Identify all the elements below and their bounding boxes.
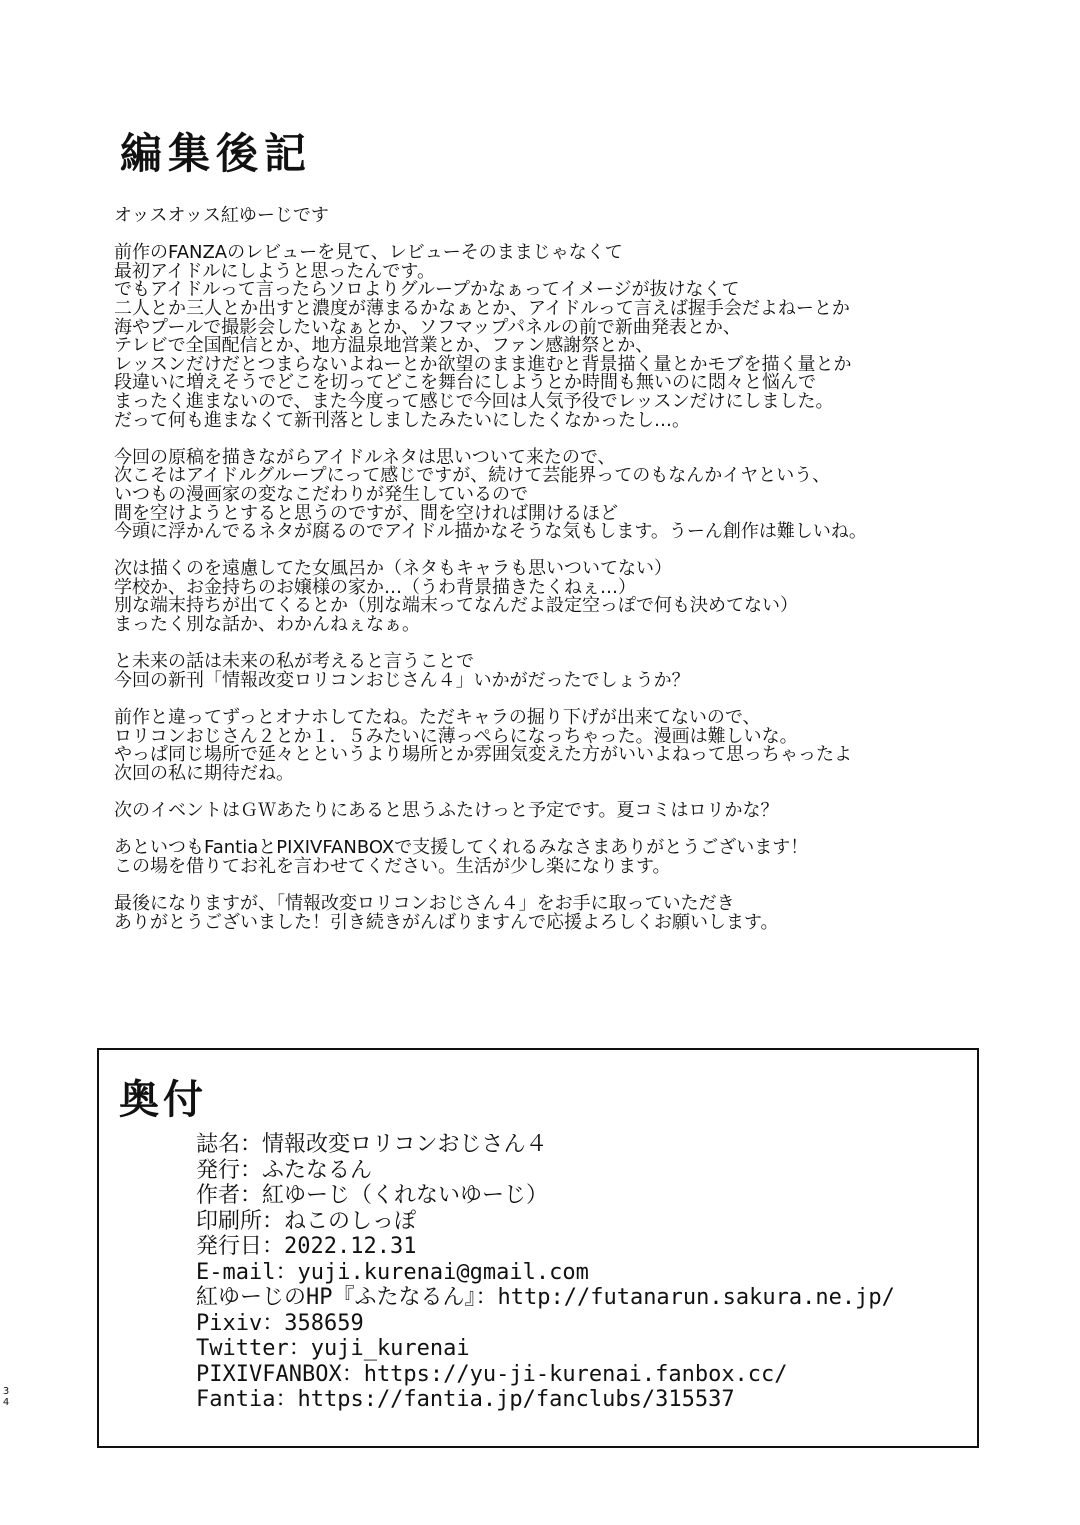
afterword-paragraph: [114, 560, 974, 634]
afterword-paragraph: [114, 839, 974, 876]
text-line: 今回の新刊「情報改変ロリコンおじさん４」いかがだったでしょうか？: [114, 669, 690, 691]
colophon-title: 奥付: [119, 1077, 207, 1123]
text-line: 今頭に浮かんでるネタが腐るのでアイドル描かなそうな気もします。うーん創作は難しいね。: [114, 521, 867, 543]
text-line: でもアイドルって言ったらソロよりグループかなぁってイメージが抜けなくて: [114, 279, 740, 301]
colophon-line-fanbox: PIXIVFANBOX：https://yu-ji-kurenai.fanbox.cc/: [196, 1361, 788, 1387]
text-line: 次のイベントはＧＷあたりにあると思うふたけっと予定です。夏コミはロリかな？: [114, 800, 779, 821]
text-line: 前作のFANZAのレビューを見て、レビューそのままじゃなくて: [114, 242, 623, 264]
text-line: まったく進まないので、また今度って感じで今回は人気予役でレッスンだけにしました。: [114, 390, 834, 412]
text-line: だって何も進まなくて新刊落としましたみたいにしたくなかったし…。: [114, 409, 690, 431]
text-line: 今回の原稿を描きながらアイドルネタは思いついて来たので、: [114, 446, 616, 468]
text-line: 二人とか三人とか出すと濃度が薄まるかなぁとか、アイドルって言えば握手会だよねーとか: [114, 297, 850, 319]
colophon-line-printer: 印刷所：ねこのしっぽ: [196, 1208, 417, 1234]
text-line: あといつもFantiaとPIXIVFANBOXで支援してくれるみなさまありがとうございます！: [114, 837, 809, 859]
text-line: テレビで全国配信とか、地方温泉地営業とか、ファン感謝祭とか、: [114, 335, 654, 357]
text-line: レッスンだけだとつまらないよねーとか欲望のまま進むと背景描く量とかモブを描く量とか: [114, 353, 852, 375]
text-line: 別な端末持ちが出てくるとか（別な端末ってなんだよ設定空っぽで何も決めてない）: [114, 595, 798, 617]
page-number: [2, 1386, 10, 1408]
page-number-digit: 3: [2, 1386, 10, 1397]
afterword-paragraph: [114, 709, 974, 783]
colophon-line-homepage: 紅ゆーじのHP『ふたなるん』：http://futanarun.sakura.ne.jp/: [196, 1285, 895, 1310]
page-number-digit: 4: [2, 1397, 10, 1408]
text-line: と未来の話は未来の私が考えると言うことで: [114, 651, 474, 673]
text-line: いつもの漫画家の変なこだわりが発生しているので: [114, 483, 528, 505]
text-line: 次回の私に期待だね。: [114, 762, 294, 784]
colophon-line-twitter: Twitter：yuji_kurenai: [196, 1336, 470, 1361]
text-line: 前作と違ってずっとオナホしてたね。ただキャラの掘り下げが出来てないので、: [114, 707, 761, 729]
afterword-paragraph: [114, 446, 974, 543]
afterword-title: 編集後記: [120, 129, 313, 178]
text-line: やっぱ同じ場所で延々とというより場所とか雰囲気変えた方がいいよねって思っちゃったよ: [114, 744, 852, 766]
text-line: ロリコンおじさん２とか１．５みたいに薄っぺらになっちゃった。漫画は難しいな。: [114, 725, 798, 747]
afterword-paragraph: [114, 207, 974, 226]
text-line: 段違いに増えそうでどこを切ってどこを舞台にしようとか時間も無いのに悶々と悩んで: [114, 372, 816, 394]
text-line: 海やプールで撮影会したいなぁとか、ソフマップパネルの前で新曲発表とか、: [114, 316, 741, 338]
text-line: 学校か、お金持ちのお嬢様の家か…（うわ背景描きたくねぇ…）: [114, 576, 636, 598]
colophon-box: [97, 1048, 979, 1448]
colophon-list: [196, 1132, 966, 1413]
afterword-paragraph: [114, 653, 974, 690]
afterword-paragraph: [114, 892, 974, 933]
text-line: 最初アイドルにしようと思ったんです。: [114, 260, 435, 282]
colophon-line-pixiv: Pixiv：358659: [196, 1310, 364, 1336]
afterword-body: [114, 207, 974, 951]
text-line: 最後になりますが、「情報改変ロリコンおじさん４」をお手に取っていただき: [114, 892, 735, 914]
text-line: オッスオッス紅ゆーじです: [114, 205, 329, 226]
text-line: ありがとうございました！引き続きがんばりますんで応援よろしくお願いします。: [114, 911, 779, 933]
colophon-line-publisher: 発行：ふたなるん: [196, 1157, 373, 1183]
colophon-line-author: 作者：紅ゆーじ（くれないゆーじ）: [196, 1183, 549, 1208]
text-line: 次こそはアイドルグループにって感じですが、続けて芸能界ってのもなんかイヤという、: [114, 465, 831, 487]
text-line: この場を借りてお礼を言わせてください。生活が少し楽になります。: [114, 855, 671, 877]
afterword-paragraph: [114, 244, 974, 430]
afterword-paragraph: [114, 802, 974, 821]
colophon-line-date: 発行日：2022.12.31: [196, 1234, 417, 1259]
colophon-line-fantia: Fantia：https://fantia.jp/fanclubs/315537: [196, 1387, 735, 1412]
text-line: 間を空けようとすると思うのですが、間を空ければ開けるほど: [114, 502, 618, 524]
text-line: 次は描くのを遠慮してた女風呂か（ネタもキャラも思いついてない）: [114, 558, 672, 580]
text-line: まったく別な話か、わかんねぇなぁ。: [114, 614, 420, 636]
colophon-line-title: 誌名：情報改変ロリコンおじさん４: [196, 1132, 548, 1157]
colophon-line-email: E-mail：yuji.kurenai@gmail.com: [196, 1259, 589, 1285]
